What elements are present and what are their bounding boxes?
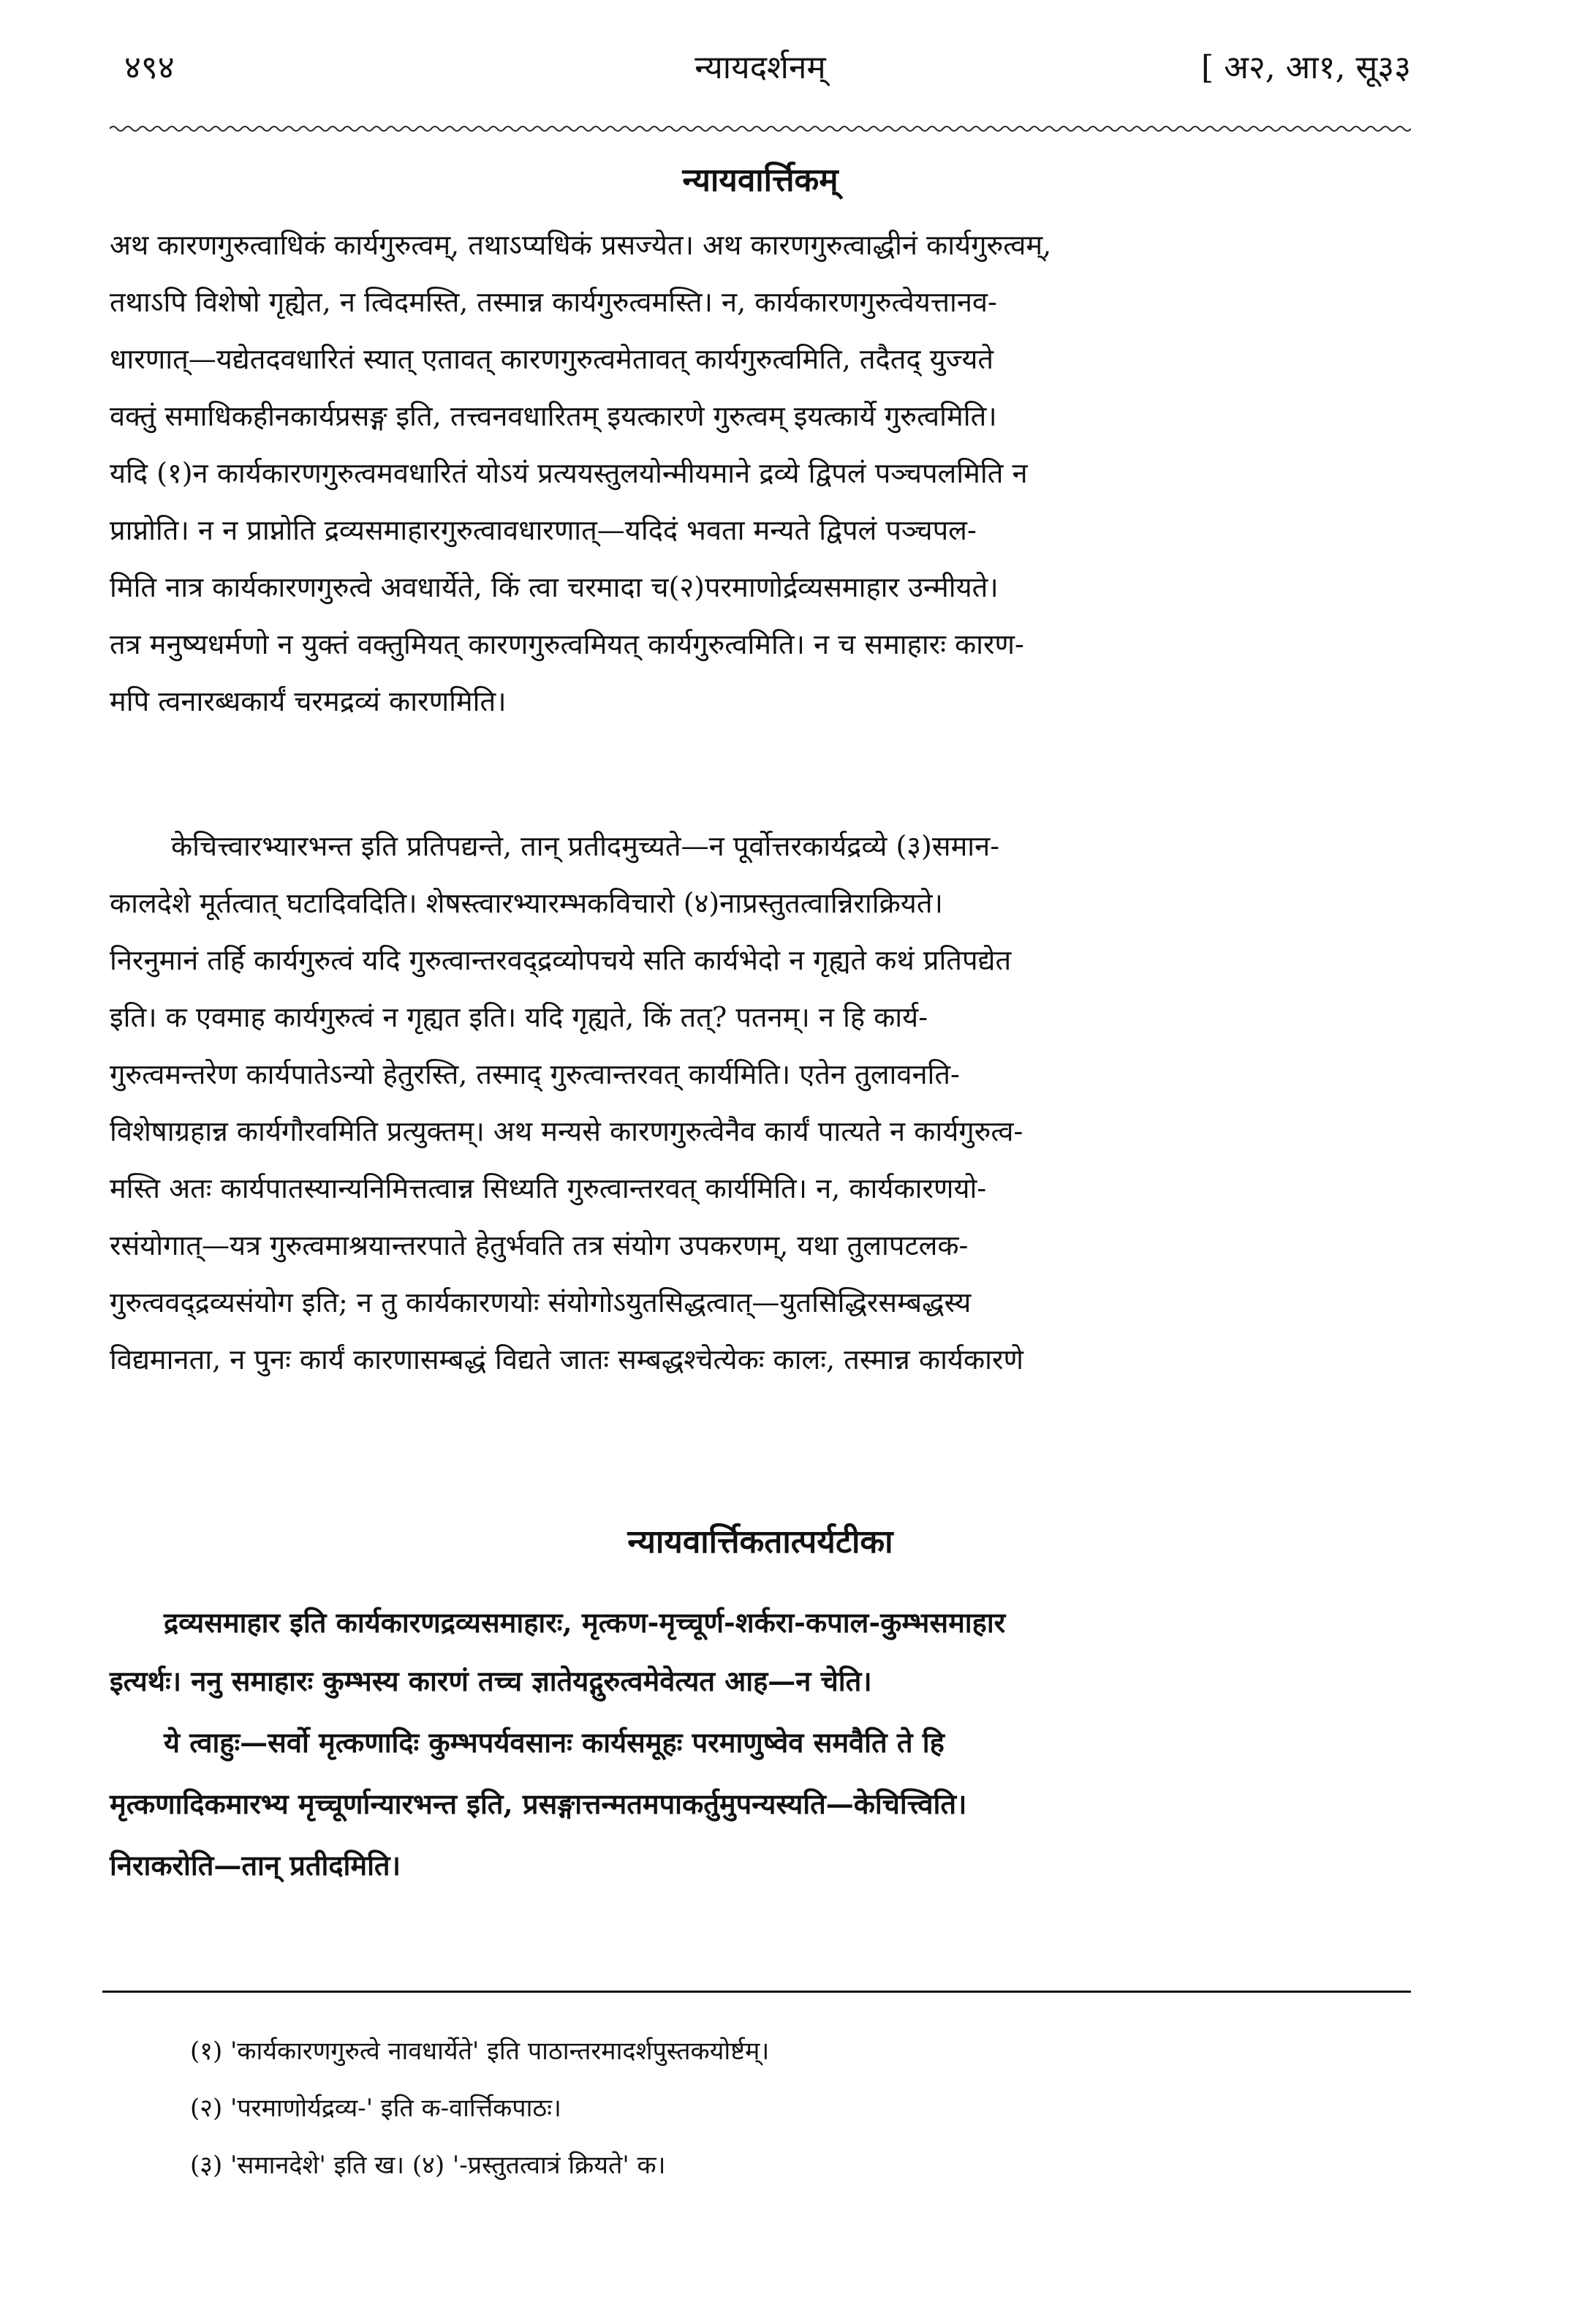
text-line: निराकरोति—तान् प्रतीदमिति। bbox=[110, 1849, 401, 1882]
footnote-item: (१) 'कार्यकारणगुरुत्वे नावधार्येते' इति पाठान्तरमादर्शपुस्तकयोर्ष्टम्। bbox=[190, 2037, 770, 2066]
text-line: गुरुत्वमन्तरेण कार्यपातेऽन्यो हेतुरस्ति, तस्माद् गुरुत्वान्तरवत् कार्यमिति। एतेन तुलावनति- bbox=[110, 1058, 960, 1090]
text-line: मृत्कणादिकमारभ्य मृच्चूर्णान्यारभन्त इति, प्रसङ्गात्तन्मतमपाकर्तुमुपन्यस्यति—केचित्त्विति। bbox=[110, 1787, 967, 1820]
text-line: ये त्वाहुः—सर्वो मृत्कणादिः कुम्भपर्यवसानः कार्यसमूहः परमाणुष्वेव समवैति ते हि bbox=[164, 1726, 945, 1759]
text-line: मपि त्वनारब्धकार्यं चरमद्रव्यं कारणमिति। bbox=[110, 685, 507, 717]
footnote-item: (२) 'परमाणोर्यद्रव्य-' इति क-वार्त्तिकपाठः। bbox=[190, 2094, 561, 2123]
text-line: तत्र मनुष्यधर्मणो न युक्तं वक्तुमियत् कारणगुरुत्वमियत् कार्यगुरुत्वमिति। न च समाहारः कारण- bbox=[110, 628, 1024, 660]
book-title: न्यायदर्शनम् bbox=[695, 49, 826, 86]
page-number: ४९४ bbox=[124, 49, 175, 86]
text-line: यदि (१)न कार्यकारणगुरुत्वमवधारितं योऽयं प्रत्ययस्तुलयोन्मीयमाने द्रव्ये द्विपलं पञ्चपलमिति न bbox=[110, 457, 1028, 489]
text-line: निरनुमानं तर्हि कार्यगुरुत्वं यदि गुरुत्वान्तरवद्द्रव्योपचये सति कार्यभेदो न गृह्यते कथं प्रतिपद्येत bbox=[110, 944, 1012, 976]
wavy-divider bbox=[110, 123, 1411, 135]
text-line: गुरुत्ववद्द्रव्यसंयोग इति; न तु कार्यकारणयोः संयोगोऽयुतसिद्धत्वात्—युतसिद्धिरसम्बद्धस्य bbox=[110, 1286, 972, 1318]
text-line: मिति नात्र कार्यकारणगुरुत्वे अवधार्येते, किं त्वा चरमादा च(२)परमाणोर्द्रव्यसमाहार उन्मीयते। bbox=[110, 571, 999, 603]
text-line: तथाऽपि विशेषो गृह्येत, न त्विदमस्ति, तस्मान्न कार्यगुरुत्वमस्ति। न, कार्यकारणगुरुत्वेयत्तानव- bbox=[110, 286, 997, 318]
text-line: धारणात्—यद्येतदवधारितं स्यात् एतावत् कारणगुरुत्वमेतावत् कार्यगुरुत्वमिति, तदैतद् युज्यते bbox=[110, 343, 994, 375]
footnote-rule bbox=[102, 1991, 1411, 1993]
text-line: विद्यमानता, न पुनः कार्यं कारणासम्बद्धं विद्यते जातः सम्बद्धश्चेत्येकः कालः, तस्मान्न कार्यकारणे bbox=[110, 1343, 1023, 1376]
footnote-item: (३) 'समानदेशे' इति ख। (४) '-प्रस्तुतत्वात्रं क्रियते' क। bbox=[190, 2151, 666, 2180]
text-line: विशेषाग्रहान्न कार्यगौरवमिति प्रत्युक्तम्। अथ मन्यसे कारणगुरुत्वेनैव कार्यं पात्यते न कार्यगुरुत्व- bbox=[110, 1115, 1023, 1147]
text-line: अथ कारणगुरुत्वाधिकं कार्यगुरुत्वम्, तथाऽप्यधिकं प्रसज्येत। अथ कारणगुरुत्वाद्धीनं कार्यगुरुत्वम्, bbox=[110, 229, 1052, 261]
text-line: वक्तुं समाधिकहीनकार्यप्रसङ्ग इति, तत्त्वनवधारितम् इयत्कारणे गुरुत्वम् इयत्कार्ये गुरुत्वमिति। bbox=[110, 400, 997, 432]
running-header bbox=[110, 37, 1411, 102]
text-line: रसंयोगात्—यत्र गुरुत्वमाश्रयान्तरपाते हेतुर्भवति तत्र संयोग उपकरणम्, यथा तुलापटलक- bbox=[110, 1229, 969, 1261]
text-line: इत्यर्थः। ननु समाहारः कुम्भस्य कारणं तच्च ज्ञातेयद्गुरुत्वमेवेत्यत आह—न चेति। bbox=[110, 1664, 872, 1697]
section-title-tika: न्यायवार्त्तिकतात्पर्यटीका bbox=[627, 1523, 893, 1561]
text-line: कालदेशे मूर्तत्वात् घटादिवदिति। शेषस्त्वारभ्यारम्भकविचारो (४)नाप्रस्तुतत्वान्निराक्रियते। bbox=[110, 887, 943, 919]
chapter-reference: [ अ२, आ१, सू३३ bbox=[1201, 49, 1411, 86]
text-line: प्राप्नोति। न न प्राप्नोति द्रव्यसमाहारगुरुत्वावधारणात्—यदिदं भवता मन्यते द्विपलं पञ्चपल- bbox=[110, 514, 977, 546]
text-line: इति। क एवमाह कार्यगुरुत्वं न गृह्यत इति। यदि गृह्यते, किं तत्? पतनम्। न हि कार्य- bbox=[110, 1001, 928, 1033]
text-line: केचित्त्वारभ्यारभन्त इति प्रतिपद्यन्ते, तान् प्रतीदमुच्यते—न पूर्वोत्तरकार्यद्रव्ये (३)समान- bbox=[171, 830, 1000, 862]
section-title-vartika: न्यायवार्त्तिकम् bbox=[682, 162, 839, 199]
text-line: द्रव्यसमाहार इति कार्यकारणद्रव्यसमाहारः, मृत्कण-मृच्चूर्ण-शर्करा-कपाल-कुम्भसमाहार bbox=[164, 1606, 1006, 1639]
text-line: मस्ति अतः कार्यपातस्यान्यनिमित्तत्वान्न सिध्यति गुरुत्वान्तरवत् कार्यमिति। न, कार्यकारणयो- bbox=[110, 1172, 987, 1204]
